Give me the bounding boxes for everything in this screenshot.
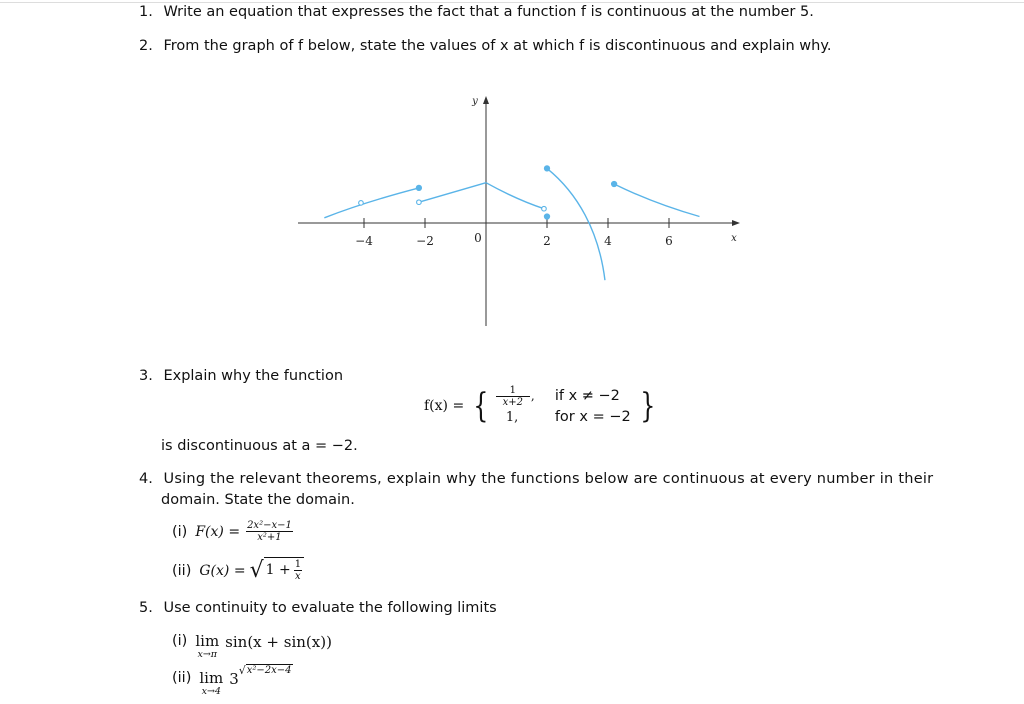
exp-sqrt-symbol: √ bbox=[238, 664, 246, 677]
q5-ii-exp-text: x²−2x−4 bbox=[246, 665, 292, 676]
q4-i-numerator: 2x²−x−1 bbox=[247, 520, 292, 531]
case1-condition: if x ≠ −2 bbox=[554, 388, 620, 404]
q4-i-denominator: x²+1 bbox=[246, 531, 293, 543]
y-axis-label: y bbox=[472, 96, 478, 107]
q5-ii-base: 3 bbox=[229, 670, 239, 688]
q4-ii-inner: 1 + bbox=[265, 562, 291, 578]
case2-value: 1, bbox=[505, 409, 519, 425]
q1-text: Write an equation that expresses the fact that a function f is continuous at the number 5. bbox=[163, 4, 814, 20]
origin-label: 0 bbox=[474, 231, 482, 245]
q5-i-expression: sin(x + sin(x)) bbox=[225, 633, 332, 651]
case1-comma: , bbox=[530, 389, 535, 403]
piecewise-function bbox=[424, 384, 658, 428]
q5-ii-label: (ii) bbox=[172, 670, 192, 686]
q3-text: Explain why the function bbox=[163, 368, 344, 384]
q5-part-ii bbox=[172, 664, 293, 697]
q4-line1: Using the relevant theorems, explain why the functions below are continuous at every number in their bbox=[163, 471, 934, 487]
right-brace: } bbox=[639, 386, 656, 426]
q5-i-lim-sub: x→π bbox=[197, 649, 218, 660]
piecewise-f-label: f(x) = bbox=[424, 398, 465, 414]
q4-line2: domain. State the domain. bbox=[161, 492, 355, 508]
q5-ii-limit bbox=[199, 670, 223, 697]
open-dot bbox=[359, 201, 364, 206]
x-tick-label: 4 bbox=[604, 234, 612, 248]
curve-piece-5 bbox=[547, 168, 605, 280]
q1-number: 1. bbox=[139, 4, 153, 20]
open-dot bbox=[542, 206, 547, 211]
sqrt-symbol: √ bbox=[249, 558, 264, 583]
top-rule bbox=[0, 2, 1024, 3]
x-axis-label: x bbox=[731, 233, 737, 244]
question-5 bbox=[139, 600, 497, 616]
closed-dot bbox=[544, 214, 549, 219]
q4-i-label: (i) bbox=[172, 523, 188, 540]
q5-text: Use continuity to evaluate the following limits bbox=[163, 600, 497, 616]
q5-i-lim-word: lim bbox=[195, 632, 220, 650]
q4-part-i bbox=[172, 520, 293, 543]
curve-piece-6 bbox=[614, 184, 699, 217]
graph-labels bbox=[355, 96, 737, 248]
q5-i-label: (i) bbox=[172, 633, 188, 649]
graph-axes bbox=[298, 96, 740, 326]
curve-piece-1 bbox=[324, 188, 419, 218]
curve-piece-3 bbox=[486, 183, 544, 209]
open-dot bbox=[417, 200, 422, 205]
x-tick-label: −2 bbox=[416, 234, 434, 248]
q5-i-limit bbox=[195, 633, 219, 660]
q4-number: 4. bbox=[139, 471, 153, 487]
q2-text: From the graph of f below, state the values of x at which f is discontinuous and explain why. bbox=[163, 38, 832, 54]
left-brace: { bbox=[473, 386, 489, 426]
question-2 bbox=[139, 38, 831, 54]
q3-number: 3. bbox=[139, 368, 153, 384]
q3-tail: is discontinuous at a = −2. bbox=[161, 438, 358, 454]
q5-ii-lim-word: lim bbox=[199, 669, 224, 687]
q5-part-i bbox=[172, 633, 332, 660]
case-1 bbox=[496, 385, 631, 407]
q4-ii-frac-den: x bbox=[295, 570, 301, 582]
q4-i-fraction bbox=[246, 520, 293, 543]
case2-condition: for x = −2 bbox=[554, 409, 631, 425]
question-1 bbox=[139, 4, 814, 20]
curve-piece-2 bbox=[419, 183, 486, 203]
question-4 bbox=[139, 471, 933, 487]
q5-ii-exponent bbox=[239, 664, 293, 677]
closed-dot bbox=[416, 185, 421, 190]
q4-ii-function: G(x) = bbox=[199, 563, 246, 579]
x-tick-label: 2 bbox=[543, 234, 551, 248]
closed-dot bbox=[544, 166, 549, 171]
q5-number: 5. bbox=[139, 600, 153, 616]
y-axis-arrow bbox=[483, 96, 489, 104]
case1-numerator: 1 bbox=[509, 384, 517, 396]
closed-dot bbox=[612, 181, 617, 186]
sqrt-radicand bbox=[264, 557, 304, 582]
case1-fraction bbox=[496, 385, 530, 408]
q5-ii-lim-sub: x→4 bbox=[201, 686, 221, 697]
function-graph bbox=[290, 90, 750, 330]
x-tick-label: −4 bbox=[355, 234, 373, 248]
case-2 bbox=[496, 407, 631, 427]
q4-i-function: F(x) = bbox=[195, 523, 241, 540]
q2-number: 2. bbox=[139, 38, 153, 54]
case1-denominator: x+2 bbox=[496, 396, 530, 408]
x-axis-arrow bbox=[732, 220, 740, 226]
question-3 bbox=[139, 368, 343, 384]
piecewise-cases bbox=[496, 385, 631, 427]
q4-ii-fraction bbox=[294, 559, 302, 582]
q4-part-ii bbox=[172, 560, 304, 582]
q4-ii-frac-num: 1 bbox=[294, 558, 302, 570]
q4-ii-label: (ii) bbox=[172, 563, 192, 579]
x-tick-label: 6 bbox=[665, 234, 673, 248]
